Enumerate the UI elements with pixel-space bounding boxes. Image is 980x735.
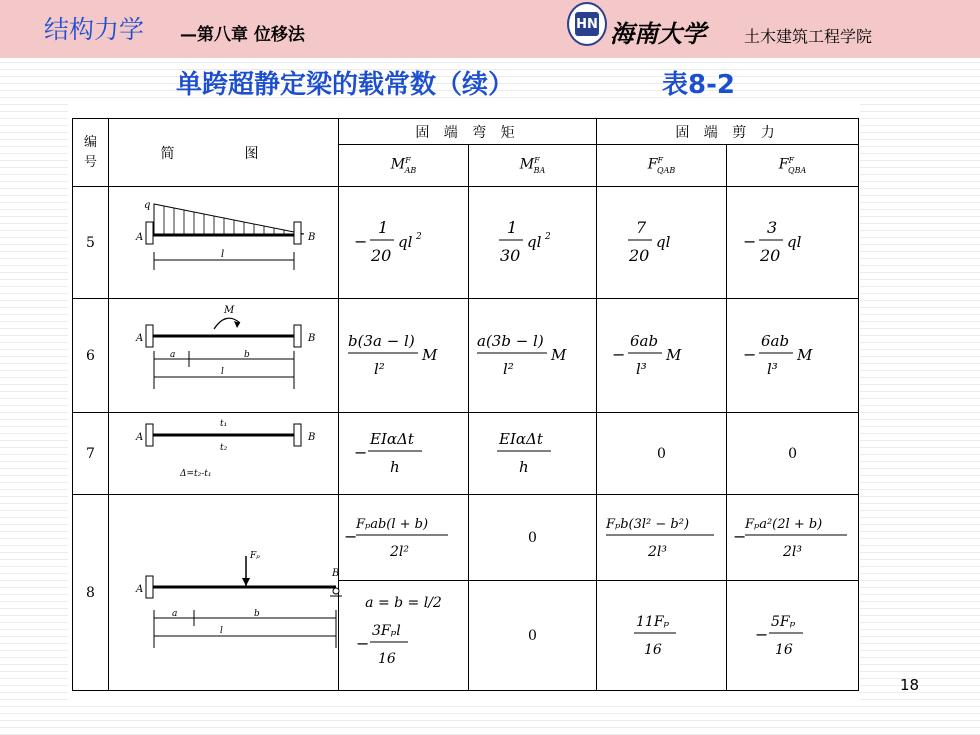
svg-text:M: M — [665, 345, 681, 364]
svg-text:7: 7 — [635, 217, 646, 237]
row7-f-qab: 0 — [597, 413, 727, 495]
support-b — [294, 222, 301, 244]
svg-text:1: 1 — [506, 217, 517, 237]
support-a — [146, 325, 153, 347]
row8-f-qba — [727, 495, 859, 581]
row8b-m-ab — [339, 581, 469, 691]
support-a — [146, 576, 153, 598]
row5-f-qab — [597, 187, 727, 299]
svg-text:ql: ql — [786, 232, 801, 251]
svg-text:−: − — [353, 231, 367, 251]
chapter-title: —第八章 位移法 — [180, 25, 305, 45]
row8-m-ba: 0 — [469, 495, 597, 581]
svg-text:b: b — [253, 608, 260, 619]
svg-text:l: l — [220, 366, 224, 377]
triangle-load — [154, 204, 304, 234]
svg-text:20: 20 — [370, 245, 391, 265]
row7-m-ba — [469, 413, 597, 495]
svg-text:2: 2 — [544, 231, 551, 242]
header-diagram: 简 图 — [109, 119, 339, 187]
svg-text:16: 16 — [774, 641, 793, 658]
svg-text:ql: ql — [397, 232, 412, 251]
svg-text:2: 2 — [415, 231, 422, 242]
support-a — [146, 222, 153, 244]
svg-text:A: A — [135, 332, 143, 344]
svg-text:5Fₚ: 5Fₚ — [770, 613, 795, 630]
college-name: 土木建筑工程学院 — [744, 27, 873, 46]
svg-text:6ab: 6ab — [760, 331, 789, 350]
sym-f-qab: $F^F_{QAB}$ — [597, 145, 727, 187]
svg-text:−: − — [611, 344, 625, 364]
svg-text:Fₚa²(2l + b): Fₚa²(2l + b) — [744, 516, 822, 532]
svg-text:l: l — [219, 625, 223, 636]
row-no: 7 — [73, 413, 109, 495]
row6-f-qab — [597, 299, 727, 413]
row-no: 6 — [73, 299, 109, 413]
svg-text:M: M — [421, 345, 437, 364]
svg-text:h: h — [518, 457, 529, 476]
label-l: l — [220, 248, 224, 260]
svg-text:l³: l³ — [766, 359, 778, 378]
support-b — [294, 325, 301, 347]
row-no: 8 — [73, 495, 109, 691]
roller-support — [333, 588, 339, 594]
diagram-5 — [109, 187, 339, 299]
header-fixed-shear: 固 端 剪 力 — [597, 119, 859, 145]
page-number: 18 — [900, 676, 920, 694]
svg-text:M: M — [550, 345, 566, 364]
svg-text:B: B — [307, 332, 315, 344]
svg-text:2l³: 2l³ — [647, 543, 667, 560]
svg-text:−: − — [732, 526, 746, 546]
svg-text:1: 1 — [377, 217, 388, 237]
label-q: q — [143, 199, 150, 211]
svg-text:t₁: t₁ — [219, 418, 227, 429]
svg-text:Δ=t₂-t₁: Δ=t₂-t₁ — [179, 468, 212, 479]
svg-text:b: b — [243, 349, 250, 360]
svg-text:A: A — [135, 431, 143, 443]
svg-text:3Fₚl: 3Fₚl — [371, 622, 401, 639]
svg-text:B: B — [331, 567, 339, 579]
svg-text:−: − — [355, 633, 369, 653]
condition: a = b = l/2 — [365, 594, 442, 611]
svg-text:EIαΔt: EIαΔt — [498, 429, 543, 448]
svg-text:Fₚb(3l² − b²): Fₚb(3l² − b²) — [605, 516, 689, 532]
svg-text:Fₚ: Fₚ — [249, 550, 260, 561]
svg-text:Fₚab(l + b): Fₚab(l + b) — [355, 516, 428, 532]
row8-m-ab — [339, 495, 469, 581]
table-row — [73, 495, 859, 581]
svg-text:t₂: t₂ — [219, 442, 227, 453]
svg-text:16: 16 — [377, 650, 396, 667]
svg-text:l²: l² — [373, 359, 385, 378]
row8b-f-qba — [727, 581, 859, 691]
diagram-7 — [109, 413, 339, 495]
svg-text:a: a — [171, 608, 177, 619]
label-a: A — [135, 231, 143, 243]
table-row — [73, 187, 859, 299]
svg-text:a: a — [169, 349, 175, 360]
svg-text:h: h — [389, 457, 400, 476]
svg-text:l³: l³ — [635, 359, 647, 378]
row8b-f-qab — [597, 581, 727, 691]
svg-text:11Fₚ: 11Fₚ — [635, 613, 669, 630]
svg-text:−: − — [754, 624, 768, 644]
svg-text:−: − — [353, 442, 367, 462]
svg-text:a(3b − l): a(3b − l) — [476, 331, 544, 350]
row5-f-qba — [727, 187, 859, 299]
university-logo-icon — [567, 2, 607, 46]
row-no: 5 — [73, 187, 109, 299]
svg-text:EIαΔt: EIαΔt — [369, 429, 414, 448]
svg-text:20: 20 — [759, 245, 780, 265]
slide-header — [0, 0, 980, 58]
label-m: M — [223, 304, 234, 316]
svg-text:l²: l² — [502, 359, 514, 378]
header-no: 编号 — [73, 119, 109, 187]
table-row — [73, 413, 859, 495]
logo-text: HN — [575, 12, 599, 36]
row5-m-ba — [469, 187, 597, 299]
row8b-m-ba: 0 — [469, 581, 597, 691]
slide-subtitle: 单跨超静定梁的载常数（续） — [176, 70, 515, 100]
university-name: 海南大学 — [610, 19, 706, 48]
row8-f-qab — [597, 495, 727, 581]
svg-text:A: A — [135, 583, 143, 595]
svg-text:3: 3 — [766, 217, 777, 237]
row7-f-qba: 0 — [727, 413, 859, 495]
svg-text:−: − — [742, 344, 756, 364]
svg-text:ql: ql — [526, 232, 541, 251]
svg-text:30: 30 — [499, 245, 520, 265]
svg-text:16: 16 — [643, 641, 662, 658]
table-row — [73, 299, 859, 413]
row6-m-ba — [469, 299, 597, 413]
svg-text:2l²: 2l² — [389, 543, 409, 560]
diagram-5-svg — [114, 188, 334, 294]
svg-text:M: M — [796, 345, 812, 364]
svg-text:2l³: 2l³ — [782, 543, 802, 560]
svg-text:−: − — [742, 231, 756, 251]
header-fixed-moment: 固 端 弯 矩 — [339, 119, 597, 145]
svg-text:b(3a − l): b(3a − l) — [347, 331, 415, 350]
diagram-8 — [109, 495, 339, 691]
sym-m-ab: $M^F_{AB}$ — [339, 145, 469, 187]
row7-m-ab — [339, 413, 469, 495]
course-title: 结构力学 — [44, 15, 145, 44]
svg-text:6ab: 6ab — [629, 331, 658, 350]
support-b — [294, 424, 301, 446]
svg-text:20: 20 — [628, 245, 649, 265]
svg-text:−: − — [343, 526, 357, 546]
row6-f-qba — [727, 299, 859, 413]
support-a — [146, 424, 153, 446]
svg-text:B: B — [307, 431, 315, 443]
row6-m-ab — [339, 299, 469, 413]
row5-m-ab — [339, 187, 469, 299]
load-constants-table — [72, 118, 859, 691]
label-b: B — [307, 231, 315, 243]
sym-m-ba: $M^F_{BA}$ — [469, 145, 597, 187]
sym-f-qba: $F^F_{QBA}$ — [727, 145, 859, 187]
header-row — [73, 119, 859, 145]
svg-text:ql: ql — [655, 232, 670, 251]
diagram-6 — [109, 299, 339, 413]
table-number: 表8-2 — [662, 70, 735, 100]
